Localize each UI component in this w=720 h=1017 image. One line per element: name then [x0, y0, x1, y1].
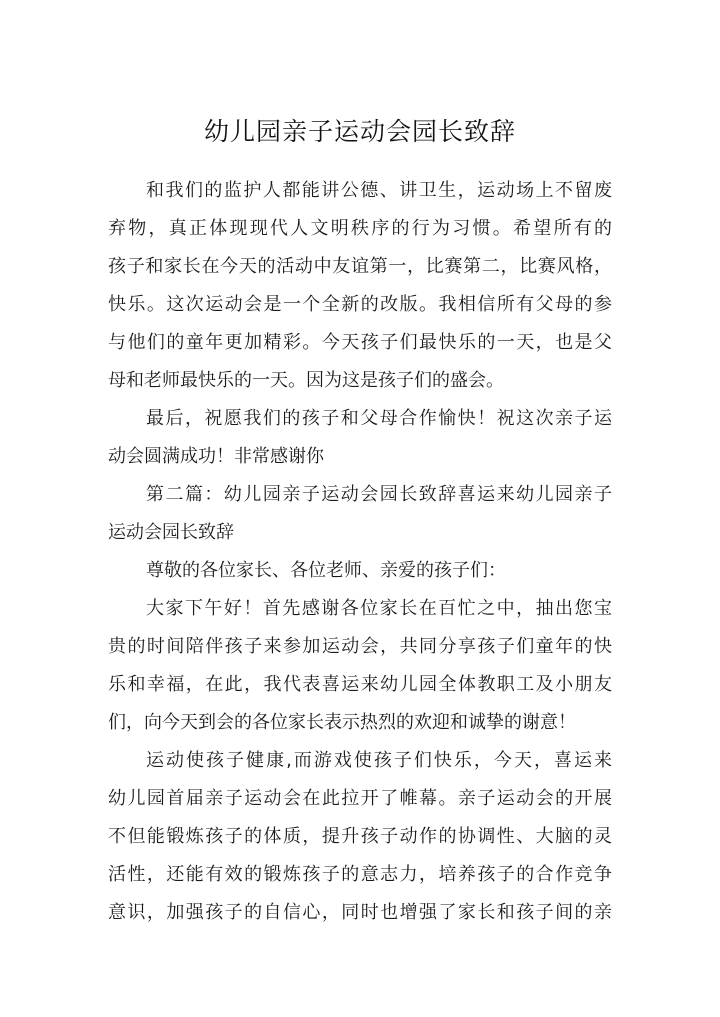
- text-line: 和我们的监护人都能讲公德、讲卫生，运动场上不留废: [146, 180, 612, 201]
- text-line: 与他们的童年更加精彩。今天孩子们最快乐的一天，也是父: [108, 332, 612, 353]
- text-line: 动会圆满成功！非常感谢你: [108, 446, 324, 467]
- text-line: 意识，加强孩子的自信心，同时也增强了家长和孩子间的亲: [108, 902, 612, 923]
- text-line: 乐和幸福，在此，我代表喜运来幼儿园全体教职工及小朋友: [108, 674, 612, 695]
- text-line: 弃物，真正体现现代人文明秩序的行为习惯。希望所有的: [108, 218, 612, 239]
- text-line: 最后，祝愿我们的孩子和父母合作愉快！祝这次亲子运: [146, 408, 612, 429]
- text-line: 活性，还能有效的锻炼孩子的意志力，培养孩子的合作竞争: [108, 864, 612, 885]
- document-body: [108, 172, 612, 932]
- document-title: 幼儿园亲子运动会园长致辞: [203, 117, 516, 146]
- text-line: 贵的时间陪伴孩子来参加运动会，共同分享孩子们童年的快: [108, 636, 612, 657]
- text-line: 不但能锻炼孩子的体质，提升孩子动作的协调性、大脑的灵: [108, 826, 612, 847]
- text-line: 运动使孩子健康,而游戏使孩子们快乐，今天，喜运来: [146, 750, 612, 771]
- text-line: 大家下午好！首先感谢各位家长在百忙之中，抽出您宝: [146, 598, 612, 619]
- text-line: 孩子和家长在今天的活动中友谊第一，比赛第二，比赛风格，: [108, 256, 612, 277]
- text-line: 快乐。这次运动会是一个全新的改版。我相信所有父母的参: [108, 294, 612, 315]
- text-line: 母和老师最快乐的一天。因为这是孩子们的盛会。: [108, 370, 504, 391]
- text-line: 尊敬的各位家长、各位老师、亲爱的孩子们：: [146, 560, 506, 581]
- text-line: 第二篇：幼儿园亲子运动会园长致辞喜运来幼儿园亲子: [146, 484, 612, 505]
- text-line: 们，向今天到会的各位家长表示热烈的欢迎和诚挚的谢意！: [108, 712, 576, 733]
- text-line: 幼儿园首届亲子运动会在此拉开了帷幕。亲子运动会的开展: [108, 788, 612, 809]
- text-line: 运动会园长致辞: [108, 522, 234, 543]
